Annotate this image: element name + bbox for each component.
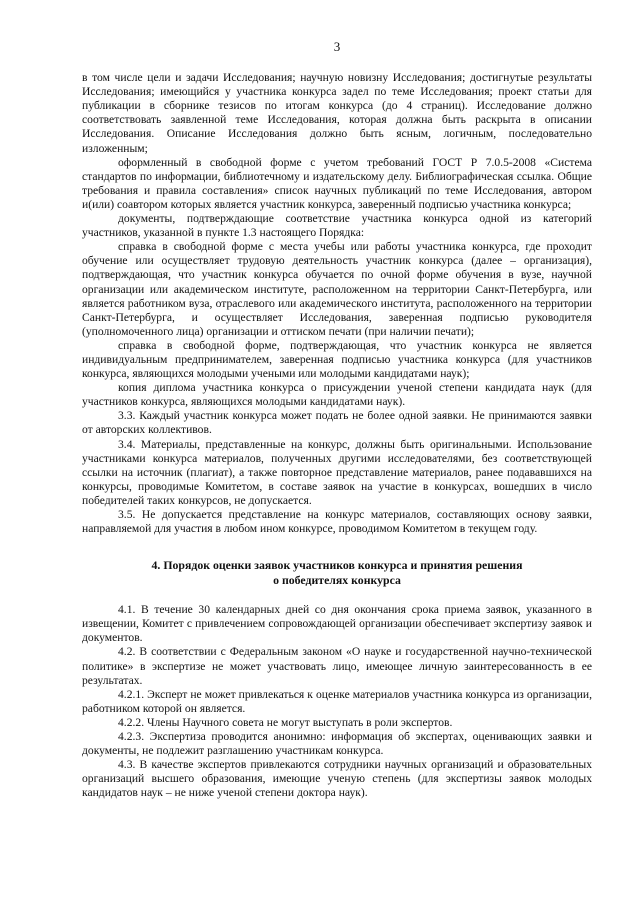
paragraph-study-work-certificate: справка в свободной форме с места учебы или работы участника конкурса, где проходит обучение или осуществляет трудовую деятельность участник конкурса (далее – организация), подтверждающая, что участник конкурса обучается по очной форме обучения в вузе, научной организации или академическом институте, расположенном на территории Санкт-Петербурга, или является работником вуза, отраслевого или академического института, расположенного на территории Санкт-Петербурга, и осуществляет Исследования, заверенная подписью руководителя (уполномоченного лица) организации и оттиском печати (при наличии печати); [82,240,592,338]
paragraph-3-4: 3.4. Материалы, представленные на конкурс, должны быть оригинальными. Использование участниками конкурса материалов, полученных другими исследователями, без соответствующей ссылки на источник (плагиат), а также повторное представление материалов, ранее подававшихся на конкурсы, проводимые Комитетом, в составе заявок на участие в конкурсах, вошедших в число победителей таких конкурсов, не допускается. [82,437,592,507]
paragraph-research-description: в том числе цели и задачи Исследования; научную новизну Исследования; достигнутые результаты Исследования; имеющийся у участника конкурса задел по теме Исследования; проект статьи для публикации в сборнике тезисов по итогам конкурса (до 4 страниц). Исследование должно соответствовать заявленной теме Исследования, которая должна быть раскрыта в описании Исследования. Описание Исследования должно быть ясным, логичным, последовательно изложенным; [82,71,592,155]
paragraph-4-2: 4.2. В соответствии с Федеральным законом «О науке и государственной научно-технической политике» в экспертизе не может участвовать лицо, имеющее личную заинтересованность в ее результатах. [82,645,592,687]
section-heading-line-1: 4. Порядок оценки заявок участников конкурса и принятия решения [151,558,523,573]
paragraph-4-3: 4.3. В качестве экспертов привлекаются сотрудники научных организаций и образовательных организаций высшего образования, имеющие ученую степень (для экспертизы заявок молодых кандидатов наук – не ниже ученой степени доктора наук). [82,758,592,800]
top-section [82,71,592,536]
paragraph-4-2-1: 4.2.1. Эксперт не может привлекаться к оценке материалов участника конкурса из организации, работником которой он является. [82,687,592,715]
paragraph-entrepreneur-certificate: справка в свободной форме, подтверждающая, что участник конкурса не является индивидуальным предпринимателем, заверенная подписью участника конкурса (для участников конкурса, являющихся молодыми учеными или молодыми кандидатами наук); [82,338,592,381]
paragraph-category-documents: документы, подтверждающие соответствие участника конкурса одной из категорий участников, указанной в пункте 1.3 настоящего Порядка: [82,212,592,240]
paragraph-4-1: 4.1. В течение 30 календарных дней со дня окончания срока приема заявок, указанного в извещении, Комитет с привлечением сопровождающей организации обеспечивает экспертизу заявок и документов. [82,603,592,645]
spacer [82,587,592,603]
paragraph-3-3: 3.3. Каждый участник конкурса может подать не более одной заявки. Не принимаются заявки от авторских коллективов. [82,409,592,437]
paragraph-4-2-2: 4.2.2. Члены Научного совета не могут выступать в роли экспертов. [118,715,453,729]
paragraph-3-5: 3.5. Не допускается представление на конкурс материалов, составляющих основу заявки, направляемой для участия в любом ином конкурсе, проводимом Комитетом в текущем году. [82,508,592,536]
paragraph-4-2-3: 4.2.3. Экспертиза проводится анонимно: информация об экспертах, оценивающих заявки и документы, не подлежит разглашению участникам конкурса. [82,730,592,758]
page-number: 3 [333,39,341,54]
section-heading [82,558,592,587]
section-heading-line-2: о победителях конкурса [273,572,401,587]
paragraph-publications-list: оформленный в свободной форме с учетом требований ГОСТ Р 7.0.5-2008 «Система стандартов по информации, библиотечному и издательскому делу. Библиографическая ссылка. Общие требования и правила составления» список научных публикаций по теме Исследования, автором и(или) соавтором которых является участник конкурса, заверенный подписью участника конкурса; [82,155,592,211]
paragraph-diploma-copy: копия диплома участника конкурса о присуждении ученой степени кандидата наук (для участников конкурса, являющихся молодыми кандидатами наук). [82,381,592,409]
spacer [82,536,592,558]
bottom-section [82,603,592,800]
